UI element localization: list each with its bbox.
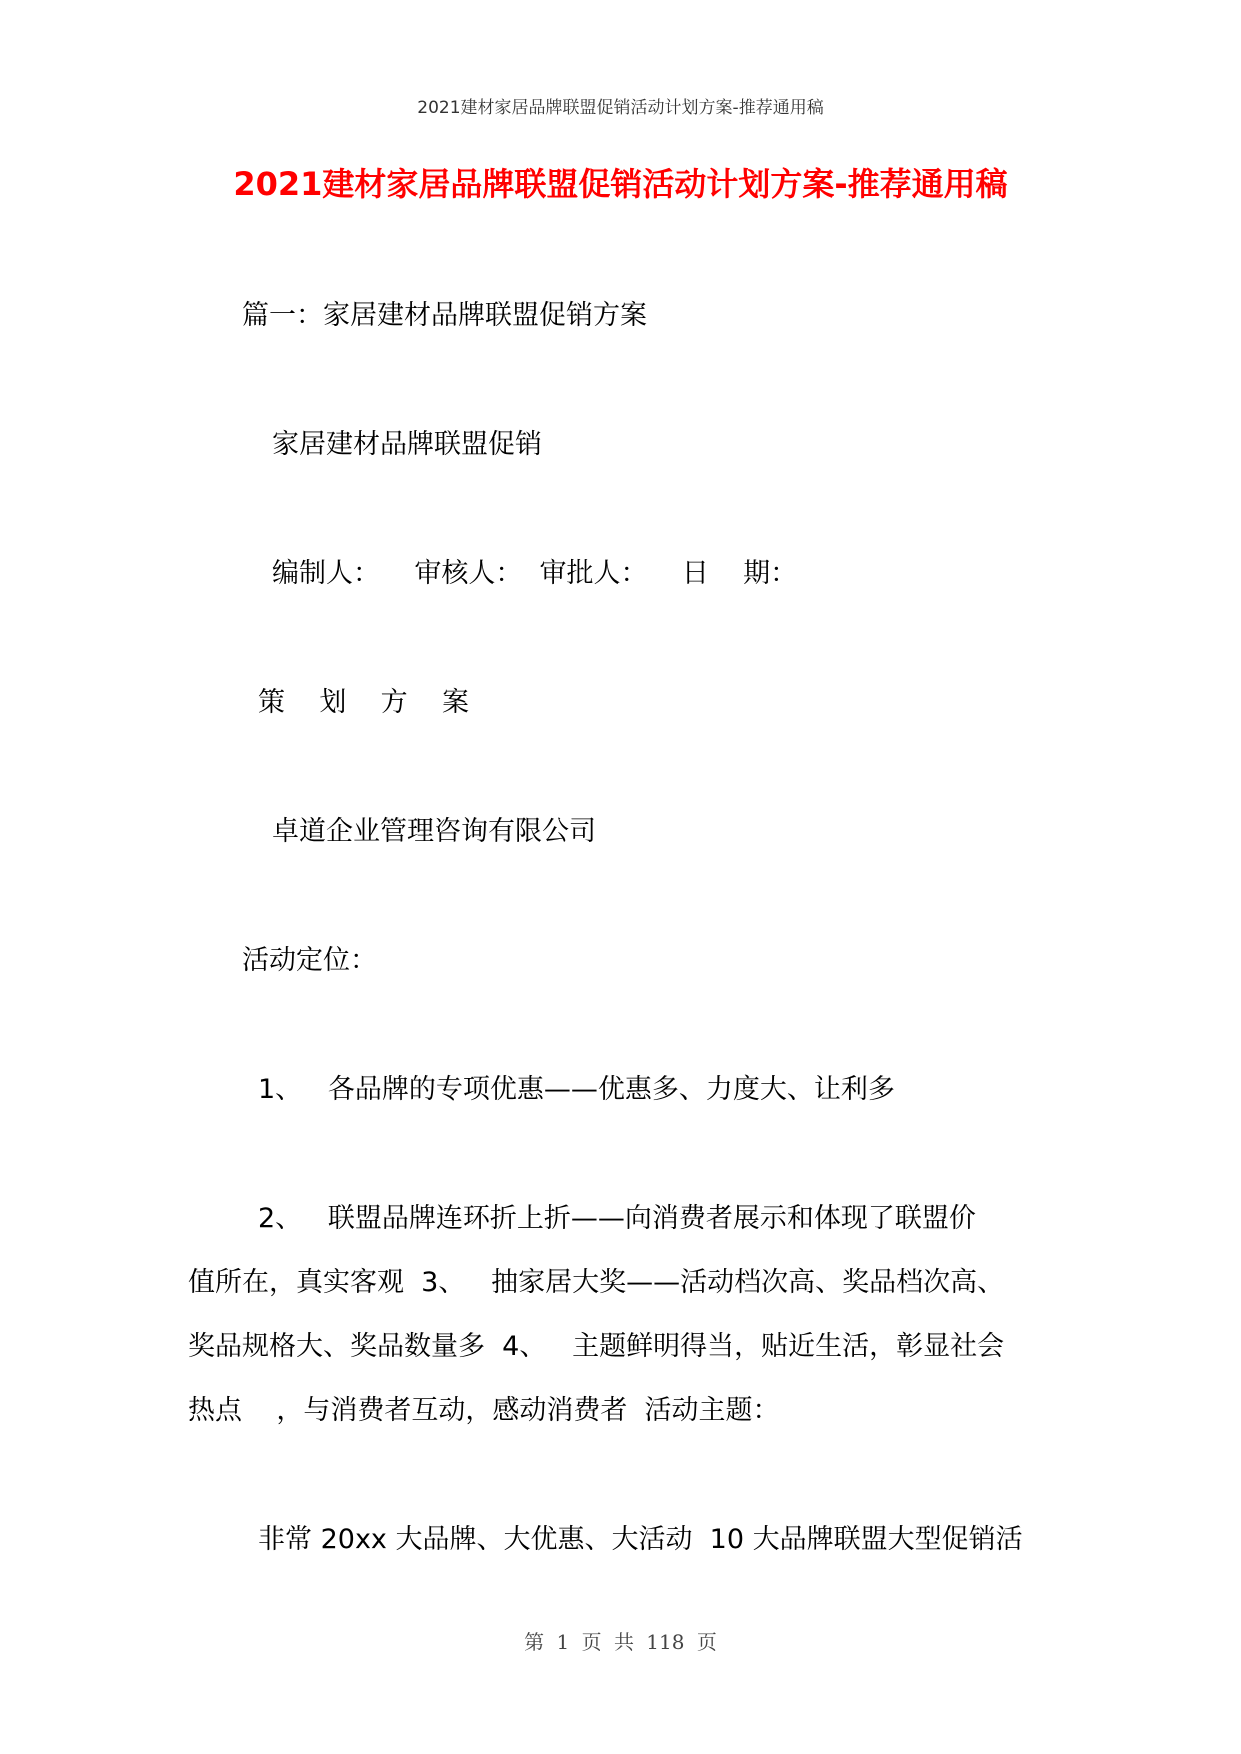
list-item-2-line-1: 2、 联盟品牌连环折上折——向消费者展示和体现了联盟价 [258, 1203, 976, 1234]
plan-label: 策 划 方 案 [258, 687, 469, 718]
running-header: 2021建材家居品牌联盟促销活动计划方案-推荐通用稿 [417, 98, 824, 118]
signoff-line: 编制人： 审核人： 审批人： 日 期： [272, 558, 798, 589]
positioning-heading: 活动定位： [242, 945, 377, 976]
subtitle: 家居建材品牌联盟促销 [272, 429, 542, 460]
page-number: 第 1 页 共 118 页 [524, 1630, 717, 1654]
company-name: 卓道企业管理咨询有限公司 [272, 816, 596, 847]
list-item-1: 1、 各品牌的专项优惠——优惠多、力度大、让利多 [258, 1074, 895, 1105]
theme-line: 非常 20xx 大品牌、大优惠、大活动 10 大品牌联盟大型促销活 [258, 1524, 1023, 1555]
list-item-2-line-4: 热点 ，与消费者互动，感动消费者 活动主题： [188, 1395, 780, 1426]
document-title: 2021建材家居品牌联盟促销活动计划方案-推荐通用稿 [233, 165, 1008, 203]
list-item-2-line-3: 奖品规格大、奖品数量多 4、 主题鲜明得当，贴近生活，彰显社会 [188, 1331, 1005, 1362]
list-item-2-line-2: 值所在，真实客观 3、 抽家居大奖——活动档次高、奖品档次高、 [188, 1267, 1005, 1298]
chapter-heading: 篇一：家居建材品牌联盟促销方案 [242, 300, 647, 331]
